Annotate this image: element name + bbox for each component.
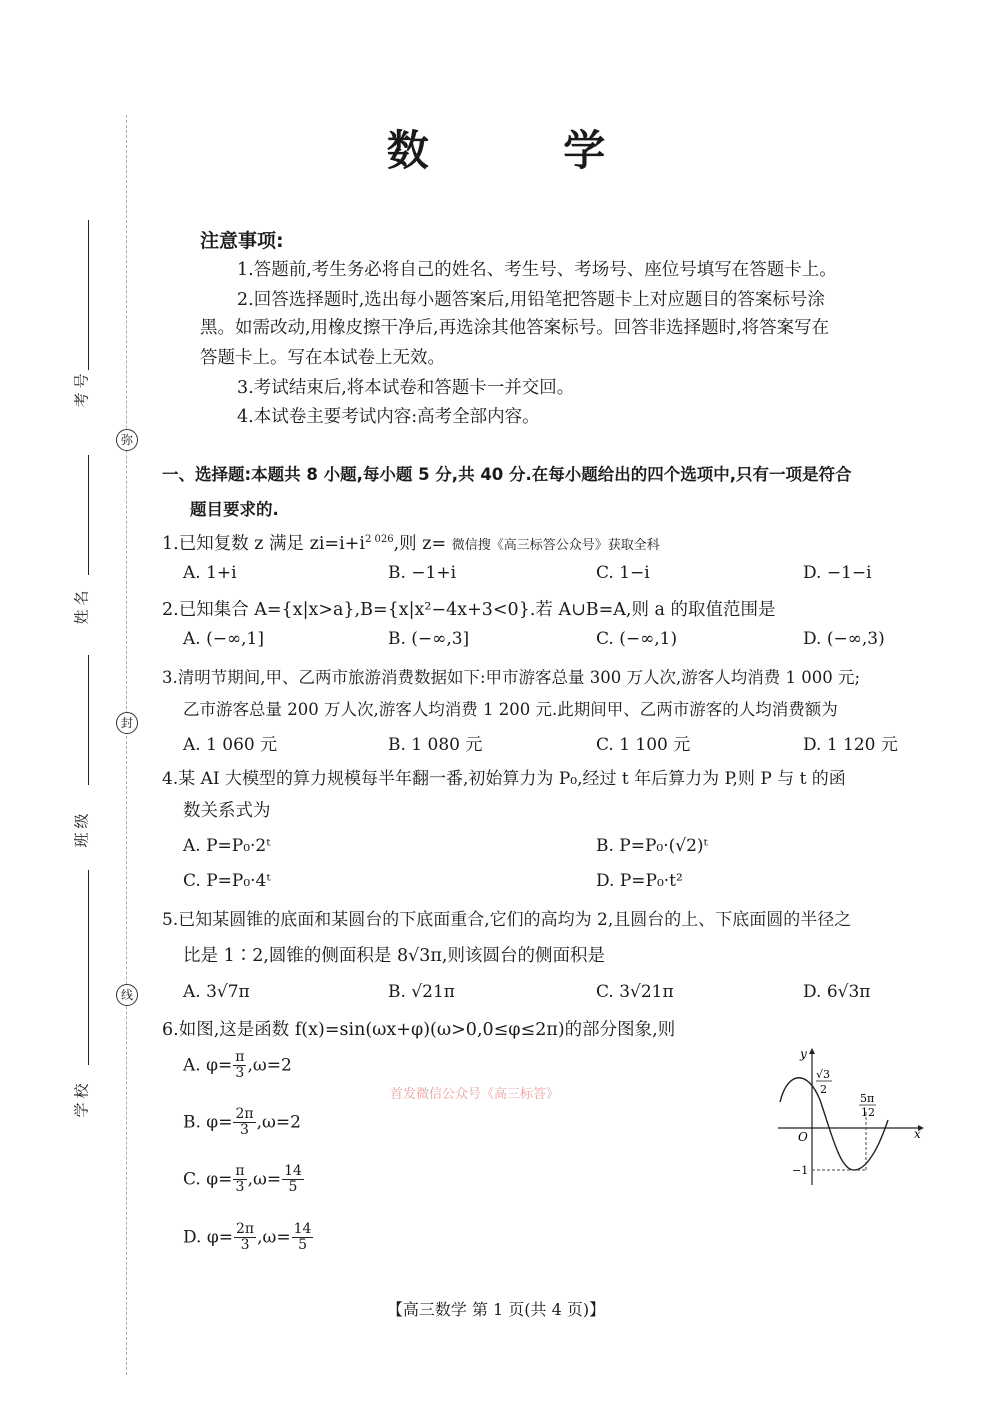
- q2-option-b: B. (−∞,3]: [388, 629, 470, 649]
- q1-option-a: A. 1+i: [183, 563, 237, 583]
- option-omega: ,ω=: [247, 1169, 282, 1190]
- q6-watermark: 首发微信公众号《高三标答》: [390, 1087, 560, 1102]
- q1-stem-a: 1.已知复数 z 满足 zi=i+i: [162, 534, 365, 554]
- q1-exponent: 2 026: [364, 534, 394, 546]
- section-heading-cont: 题目要求的.: [190, 500, 279, 519]
- notice-heading: 注意事项:: [200, 230, 284, 252]
- fraction-den: 3: [235, 1179, 245, 1196]
- q3-option-d: D. 1 120 元: [803, 735, 898, 755]
- q3-option-a: A. 1 060 元: [183, 735, 278, 755]
- y-value-den: 2: [820, 1083, 827, 1096]
- option-label: B. φ=: [183, 1112, 233, 1133]
- option-omega: ,ω=2: [247, 1055, 292, 1076]
- q2-option-d: D. (−∞,3): [803, 629, 885, 649]
- q2-option-c: C. (−∞,1): [596, 629, 678, 649]
- q4-option-c: C. P=P₀·4ᵗ: [183, 871, 271, 891]
- question-3-stem-cont: 乙市游客总量 200 万人次,游客人均消费 1 200 元.此期间甲、乙两市游客的人均消费额为: [183, 700, 838, 719]
- option-label: A. φ=: [183, 1055, 233, 1076]
- x-value-num: 5π: [860, 1092, 875, 1105]
- q3-option-b: B. 1 080 元: [388, 735, 483, 755]
- notice-line: 答题卡上。写在本试卷上无效。: [200, 348, 445, 368]
- question-5-stem: 5.已知某圆锥的底面和某圆台的下底面重合,它们的高均为 2,且圆台的上、下底面圆的半径之: [162, 910, 852, 930]
- school-label: 学校: [72, 1079, 91, 1118]
- y-axis-arrow: [809, 1048, 815, 1054]
- fraction: [233, 1164, 246, 1196]
- seal-mi: 弥: [116, 429, 138, 451]
- q5-option-d: D. 6√3π: [803, 982, 871, 1002]
- q6-option-b: [183, 1107, 301, 1139]
- q6-option-d: [183, 1222, 314, 1254]
- page-title: 数 学: [386, 126, 666, 175]
- q4-option-a: A. P=P₀·2ᵗ: [183, 836, 271, 856]
- question-4-stem: 4.某 AI 大模型的算力规模每半年翻一番,初始算力为 P₀,经过 t 年后算力为 P,则 P 与 t 的函: [162, 769, 846, 789]
- q6-sine-graph: [770, 1040, 930, 1190]
- fraction: [282, 1164, 304, 1196]
- question-2-stem: 2.已知集合 A={x|x>a},B={x|x²−4x+3<0}.若 A∪B=A,则 a 的取值范围是: [162, 600, 776, 620]
- fraction-num: π: [235, 1163, 245, 1179]
- notice-line: 1.答题前,考生务必将自己的姓名、考生号、考场号、座位号填写在答题卡上。: [237, 260, 837, 280]
- question-3-stem: 3.清明节期间,甲、乙两市旅游消费数据如下:甲市游客总量 300 万人次,游客人均消费 1 000 元;: [162, 668, 861, 687]
- binding-dashed-line: [126, 115, 127, 1375]
- fraction-den: 3: [235, 1065, 245, 1082]
- notice-line: 4.本试卷主要考试内容:高考全部内容。: [237, 407, 540, 427]
- q4-option-b: B. P=P₀·(√2)ᵗ: [596, 836, 708, 856]
- fraction-den: 5: [288, 1179, 298, 1196]
- q3-option-c: C. 1 100 元: [596, 735, 691, 755]
- fraction-num: 14: [293, 1221, 312, 1237]
- q6-option-c: [183, 1164, 305, 1196]
- min-label: −1: [792, 1164, 809, 1177]
- fraction-num: 2π: [235, 1106, 254, 1122]
- option-omega: ,ω=2: [256, 1112, 301, 1133]
- class-line: [88, 655, 89, 785]
- fraction-num: 2π: [235, 1221, 255, 1237]
- q6-option-a: [183, 1050, 292, 1082]
- fraction-num: π: [235, 1049, 245, 1065]
- school-line: [88, 870, 89, 1065]
- fraction-den: 3: [240, 1122, 249, 1139]
- option-label: C. φ=: [183, 1169, 233, 1190]
- fraction: [233, 1107, 255, 1139]
- x-axis-label: x: [914, 1127, 921, 1141]
- question-6-stem: 6.如图,这是函数 f(x)=sin(ωx+φ)(ω>0,0≤φ≤2π)的部分图象,则: [162, 1020, 676, 1040]
- notice-line: 2.回答选择题时,选出每小题答案后,用铅笔把答题卡上对应题目的答案标号涂: [237, 290, 825, 310]
- fraction: [292, 1222, 314, 1254]
- q2-option-a: A. (−∞,1]: [183, 629, 264, 649]
- option-label: D. φ=: [183, 1227, 233, 1248]
- notice-line: 3.考试结束后,将本试卷和答题卡一并交回。: [237, 378, 575, 398]
- name-label: 姓名: [72, 586, 91, 625]
- q5-option-b: B. √21π: [388, 982, 455, 1002]
- q4-option-d: D. P=P₀·t²: [596, 871, 683, 891]
- q1-option-b: B. −1+i: [388, 563, 457, 583]
- q1-watermark: 微信搜《高三标答公众号》获取全科: [451, 538, 660, 553]
- question-1-stem: [162, 530, 660, 555]
- fraction: [234, 1222, 256, 1254]
- origin-label: O: [798, 1130, 808, 1144]
- q5-option-c: C. 3√21π: [596, 982, 674, 1002]
- x-value-den: 12: [861, 1106, 875, 1119]
- y-axis-label: y: [800, 1047, 807, 1061]
- question-5-stem-cont: 比是 1∶2,圆锥的侧面积是 8√3π,则该圆台的侧面积是: [183, 946, 605, 966]
- question-4-stem-cont: 数关系式为: [183, 801, 271, 821]
- fraction-den: 5: [298, 1237, 307, 1254]
- section-heading: 一、选择题:本题共 8 小题,每小题 5 分,共 40 分.在每小题给出的四个选项中,只有一项是符合: [162, 465, 852, 484]
- fraction-num: 14: [284, 1163, 302, 1179]
- seal-xian: 线: [116, 984, 138, 1006]
- fraction-den: 3: [240, 1237, 250, 1254]
- option-omega: ,ω=: [257, 1227, 291, 1248]
- q1-option-d: D. −1−i: [803, 563, 872, 583]
- class-label: 班级: [72, 809, 91, 848]
- exam-number-line: [88, 220, 89, 370]
- exam-number-label: 考号: [72, 369, 91, 408]
- name-line: [88, 455, 89, 575]
- y-value-num: √3: [816, 1068, 831, 1081]
- q1-stem-b: ,则 z=: [393, 534, 447, 554]
- seal-feng: 封: [116, 712, 138, 734]
- q5-option-a: A. 3√7π: [183, 982, 250, 1002]
- notice-line: 黑。如需改动,用橡皮擦干净后,再选涂其他答案标号。回答非选择题时,将答案写在: [200, 318, 830, 338]
- q1-option-c: C. 1−i: [596, 563, 650, 583]
- fraction: [233, 1050, 246, 1082]
- page-footer: 【高三数学 第 1 页(共 4 页)】: [386, 1300, 606, 1319]
